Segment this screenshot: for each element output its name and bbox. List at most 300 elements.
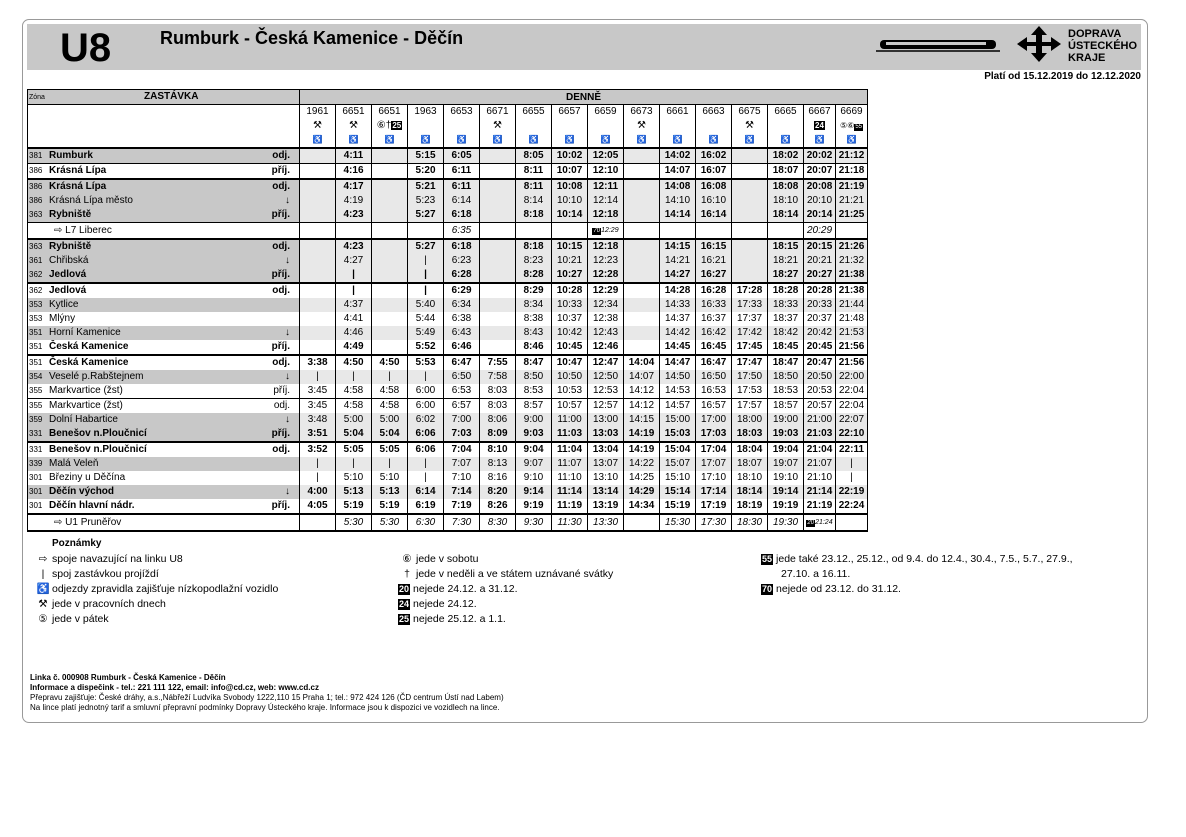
time-cell <box>480 164 516 180</box>
time-cell: 17:19 <box>696 499 732 514</box>
time-cell: | <box>408 254 444 268</box>
time-cell <box>372 312 408 326</box>
time-cell: 18:14 <box>732 485 768 499</box>
note-text: nejede 24.12. a 31.12. <box>413 583 518 595</box>
time-cell: | <box>300 370 336 384</box>
time-cell: 14:04 <box>624 355 660 370</box>
time-cell: 4:50 <box>372 355 408 370</box>
time-cell: 17:53 <box>732 384 768 399</box>
time-cell <box>480 268 516 283</box>
note-item <box>398 552 478 566</box>
train-symbol <box>732 119 768 133</box>
time-cell <box>300 283 336 298</box>
time-cell: 16:45 <box>696 340 732 355</box>
zone-label: Zóna <box>29 94 45 101</box>
train-number: 6663 <box>696 105 732 120</box>
time-cell: 12:28 <box>588 268 624 283</box>
time-cell: 5:23 <box>408 194 444 208</box>
wheelchair-icon: ♿ <box>336 133 372 148</box>
time-cell <box>300 326 336 340</box>
time-cell <box>372 340 408 355</box>
time-cell <box>480 298 516 312</box>
time-cell <box>480 194 516 208</box>
table-row <box>28 471 868 485</box>
time-cell: 15:07 <box>660 457 696 471</box>
time-cell <box>624 223 660 240</box>
time-cell <box>480 283 516 298</box>
time-cell: 11:10 <box>552 471 588 485</box>
time-cell: 7:14 <box>444 485 480 499</box>
note-symbol-icon: | <box>41 568 45 580</box>
table-row <box>28 442 868 457</box>
time-cell: 14:12 <box>624 399 660 414</box>
workday-icon: ⚒ <box>349 120 358 131</box>
time-cell: 7:30 <box>444 514 480 531</box>
wheelchair-icon: ♿ <box>624 133 660 148</box>
train-number: 6661 <box>660 105 696 120</box>
time-cell: 20:08 <box>804 179 836 194</box>
time-cell: 19:14 <box>768 485 804 499</box>
time-cell <box>300 312 336 326</box>
time-cell: 11:00 <box>552 413 588 427</box>
note-badge: 55 <box>762 554 773 564</box>
time-cell <box>300 298 336 312</box>
stop-cell <box>28 268 300 283</box>
note-item <box>398 582 518 596</box>
stop-cell <box>28 370 300 384</box>
time-cell: 12:18 <box>588 239 624 254</box>
time-cell: 8:10 <box>480 442 516 457</box>
stop-name: Krásná Lípa <box>49 181 107 192</box>
wheelchair-icon: ♿ <box>408 133 444 148</box>
note-item <box>34 567 159 581</box>
time-cell: 15:03 <box>660 427 696 442</box>
time-cell: 6:00 <box>408 399 444 414</box>
train-symbol <box>836 119 868 133</box>
table-row <box>28 340 868 355</box>
time-cell: 10:53 <box>552 384 588 399</box>
time-cell: 10:14 <box>552 208 588 223</box>
day-symbol: ⑤⑥ <box>839 121 855 130</box>
note-badge: 25 <box>392 121 402 130</box>
time-cell: 20:07 <box>804 164 836 180</box>
time-cell: 12:34 <box>588 298 624 312</box>
time-cell <box>300 194 336 208</box>
time-cell: 10:21 <box>552 254 588 268</box>
time-cell: 16:15 <box>696 239 732 254</box>
time-cell: 11:04 <box>552 442 588 457</box>
stop-name: Jedlová <box>49 269 87 280</box>
time-cell: 17:45 <box>732 340 768 355</box>
train-number: 6657 <box>552 105 588 120</box>
table-row <box>28 223 868 240</box>
time-cell: 16:33 <box>696 298 732 312</box>
time-cell: 20:28 <box>804 283 836 298</box>
time-cell: 7:19 <box>444 499 480 514</box>
time-cell: 20:27 <box>804 268 836 283</box>
time-cell: 4:00 <box>300 485 336 499</box>
time-cell: 5:04 <box>336 427 372 442</box>
time-cell <box>300 164 336 180</box>
time-cell: 6:35 <box>444 223 480 240</box>
train-symbol <box>300 119 336 133</box>
blank-cell <box>28 105 300 149</box>
workday-icon: ⚒ <box>493 120 502 131</box>
time-cell: 3:48 <box>300 413 336 427</box>
arrival-departure: odj. <box>272 241 290 252</box>
stop-cell <box>28 384 300 399</box>
logo-line3: KRAJE <box>1068 52 1106 64</box>
time-cell <box>552 223 588 240</box>
zone-number: 361 <box>29 256 43 265</box>
table-row <box>28 148 868 164</box>
train-symbol <box>804 119 836 133</box>
note-text: nejede 25.12. a 1.1. <box>413 613 506 625</box>
time-cell: 9:00 <box>516 413 552 427</box>
time-cell: 21:38 <box>836 268 868 283</box>
stop-name: ⇨ L7 Liberec <box>54 224 112 236</box>
stop-cell <box>28 514 300 531</box>
time-cell: 10:27 <box>552 268 588 283</box>
time-cell: 18:30 <box>732 514 768 531</box>
time-cell <box>480 326 516 340</box>
time-cell: 14:08 <box>660 179 696 194</box>
stop-cell <box>28 208 300 223</box>
time-cell: 15:19 <box>660 499 696 514</box>
time-cell: 15:14 <box>660 485 696 499</box>
time-cell: 21:12 <box>836 148 868 164</box>
arrival-departure: příj. <box>271 341 290 352</box>
stop-name: Chřibská <box>49 255 89 266</box>
note-symbol-icon: ⑤ <box>38 613 48 625</box>
time-cell <box>804 514 836 531</box>
time-cell: 6:47 <box>444 355 480 370</box>
time-cell: 16:14 <box>696 208 732 223</box>
time-cell: 20:21 <box>804 254 836 268</box>
note-symbol-icon: ♿ <box>36 583 50 595</box>
train-number: 6675 <box>732 105 768 120</box>
time-cell: 5:10 <box>336 471 372 485</box>
train-number: 6651 <box>372 105 408 120</box>
time-cell: | <box>836 471 868 485</box>
stop-name: ⇨ U1 Pruněřov <box>54 516 122 528</box>
time-cell: 21:48 <box>836 312 868 326</box>
time-cell: 4:23 <box>336 208 372 223</box>
stop-name: Mlýny <box>49 313 76 324</box>
time-cell <box>480 312 516 326</box>
time-cell <box>624 194 660 208</box>
time-cell: 17:42 <box>732 326 768 340</box>
time-cell: 19:07 <box>768 457 804 471</box>
time-cell <box>300 514 336 531</box>
time-cell: 22:19 <box>836 485 868 499</box>
table-row <box>28 355 868 370</box>
time-cell: 22:04 <box>836 384 868 399</box>
arrival-departure: příj. <box>271 500 290 511</box>
stop-name: Krásná Lípa <box>49 165 107 176</box>
time-cell: 14:34 <box>624 499 660 514</box>
time-cell: 3:52 <box>300 442 336 457</box>
time-cell: 20:53 <box>804 384 836 399</box>
time-cell <box>836 514 868 531</box>
time-cell: 12:50 <box>588 370 624 384</box>
note-item <box>398 597 477 611</box>
notes-title: Poznámky <box>52 538 102 549</box>
time-cell: 6:06 <box>408 427 444 442</box>
stop-cell <box>28 399 300 414</box>
note-text: jede v sobotu <box>416 553 479 565</box>
arrival-departure: příj. <box>271 269 290 280</box>
time-cell: 17:03 <box>696 427 732 442</box>
time-cell: 4:19 <box>336 194 372 208</box>
stop-name: Benešov n.Ploučnicí <box>49 428 147 439</box>
zone-number: 359 <box>29 415 43 424</box>
time-cell: 22:11 <box>836 442 868 457</box>
arrival-departure: příj. <box>273 385 290 396</box>
time-cell: 14:15 <box>660 239 696 254</box>
time-cell: 19:03 <box>768 427 804 442</box>
time-cell: 17:28 <box>732 283 768 298</box>
time-cell: | <box>408 370 444 384</box>
time-cell: 8:13 <box>480 457 516 471</box>
time-cell: 20:02 <box>804 148 836 164</box>
stop-name: Malá Veleň <box>49 458 99 469</box>
time-cell: | <box>300 471 336 485</box>
table-row <box>28 179 868 194</box>
time-cell: 16:37 <box>696 312 732 326</box>
time-cell: 8:11 <box>516 179 552 194</box>
wheelchair-icon: ♿ <box>552 133 588 148</box>
time-cell: 14:07 <box>624 370 660 384</box>
time-cell: 14:53 <box>660 384 696 399</box>
wheelchair-icon: ♿ <box>516 133 552 148</box>
time-cell: 6:02 <box>408 413 444 427</box>
time-cell: 12:23 <box>588 254 624 268</box>
time-cell: 10:15 <box>552 239 588 254</box>
stop-cell <box>28 427 300 442</box>
time-cell: 21:32 <box>836 254 868 268</box>
time-cell: 22:00 <box>836 370 868 384</box>
time-cell: 18:27 <box>768 268 804 283</box>
time-cell <box>732 239 768 254</box>
table-row <box>28 326 868 340</box>
table-row <box>28 413 868 427</box>
time-cell <box>768 223 804 240</box>
time-cell: 5:27 <box>408 208 444 223</box>
time-cell: 4:05 <box>300 499 336 514</box>
time-cell: 5:13 <box>372 485 408 499</box>
time-cell: 14:33 <box>660 298 696 312</box>
time-cell: 5:00 <box>372 413 408 427</box>
time-cell: 4:58 <box>336 399 372 414</box>
stop-name: Markvartice (žst) <box>49 385 123 396</box>
stop-name: Kytlice <box>49 299 79 310</box>
time-cell: 6:18 <box>444 239 480 254</box>
time-cell <box>624 326 660 340</box>
time-cell <box>372 148 408 164</box>
arrival-departure: odj. <box>272 285 290 296</box>
time-cell: 4:50 <box>336 355 372 370</box>
time-cell: 4:58 <box>372 399 408 414</box>
time-cell: 9:19 <box>516 499 552 514</box>
train-symbol <box>588 119 624 133</box>
train-symbol <box>660 119 696 133</box>
stop-cell <box>28 355 300 370</box>
time-cell: 18:21 <box>768 254 804 268</box>
train-number: 6651 <box>336 105 372 120</box>
time-cell: | <box>372 457 408 471</box>
note-text: jede v pracovních dnech <box>52 598 166 610</box>
stop-cell <box>28 471 300 485</box>
stop-cell <box>28 326 300 340</box>
note-text: jede také 23.12., 25.12., od 9.4. do 12.4., 30.4., 7.5., 5.7., 27.9., <box>776 553 1073 565</box>
stop-cell <box>28 312 300 326</box>
time-cell: 16:02 <box>696 148 732 164</box>
zone-number: 351 <box>29 328 43 337</box>
down-arrow-icon: ↓ <box>285 486 290 497</box>
time-cell: 14:50 <box>660 370 696 384</box>
time-cell: 10:37 <box>552 312 588 326</box>
train-symbol <box>336 119 372 133</box>
time-cell <box>732 254 768 268</box>
note-text: odjezdy zpravidla zajišťuje nízkopodlažní vozidlo <box>52 583 279 595</box>
down-arrow-icon: ↓ <box>285 255 290 266</box>
time-cell <box>624 312 660 326</box>
time-cell: 7:55 <box>480 355 516 370</box>
stop-name: Rumburk <box>49 150 93 161</box>
stop-name: Veselé p.Rabštejnem <box>49 371 144 382</box>
time-cell: 19:00 <box>768 413 804 427</box>
stop-cell <box>28 239 300 254</box>
footer-line1: Linka č. 000908 Rumburk - Česká Kamenice - Děčín <box>30 673 226 682</box>
dopravni-logo-icon <box>1016 25 1062 63</box>
zone-number: 362 <box>29 286 43 295</box>
time-cell: 20:14 <box>804 208 836 223</box>
time-cell: 6:43 <box>444 326 480 340</box>
time-cell: 9:03 <box>516 427 552 442</box>
arrival-departure: odj. <box>272 444 290 455</box>
time-cell: 10:02 <box>552 148 588 164</box>
table-row <box>28 312 868 326</box>
time-cell: 6:46 <box>444 340 480 355</box>
train-symbol <box>408 119 444 133</box>
time-cell: 18:45 <box>768 340 804 355</box>
zone-number: 354 <box>29 372 43 381</box>
time-cell: 7:03 <box>444 427 480 442</box>
time-cell: 14:07 <box>660 164 696 180</box>
down-arrow-icon: ↓ <box>285 414 290 425</box>
time-cell: 21:07 <box>804 457 836 471</box>
note-badge: 25 <box>399 614 410 624</box>
time-cell: 15:10 <box>660 471 696 485</box>
time-cell: 17:50 <box>732 370 768 384</box>
time-cell: 19:04 <box>768 442 804 457</box>
stop-cell <box>28 164 300 180</box>
footer-line3: Přepravu zajišťuje: České dráhy, a.s.,Nábřeží Ludvíka Svobody 1222,110 15 Praha 1; tel.: 972 424 126 (ČD centrum Ústí nad Labem) <box>30 693 504 702</box>
time-cell: 14:14 <box>660 208 696 223</box>
time-cell: 13:14 <box>588 485 624 499</box>
train-symbol <box>480 119 516 133</box>
time-cell: 8:26 <box>480 499 516 514</box>
time-cell: 8:18 <box>516 208 552 223</box>
time-cell: 18:42 <box>768 326 804 340</box>
time-cell: 17:57 <box>732 399 768 414</box>
time-cell: 18:03 <box>732 427 768 442</box>
time-cell <box>480 208 516 223</box>
time-cell <box>624 514 660 531</box>
wheelchair-icon: ♿ <box>444 133 480 148</box>
time-cell: 20:57 <box>804 399 836 414</box>
time-cell: 13:10 <box>588 471 624 485</box>
time-cell: 8:06 <box>480 413 516 427</box>
time-cell <box>624 164 660 180</box>
time-cell: 20:37 <box>804 312 836 326</box>
time-cell: 6:34 <box>444 298 480 312</box>
time-cell: 14:21 <box>660 254 696 268</box>
train-symbol <box>696 119 732 133</box>
train-number: 6671 <box>480 105 516 120</box>
time-cell <box>732 194 768 208</box>
note-continuation: 27.10. a 16.11. <box>781 568 851 580</box>
stop-name: Česká Kamenice <box>49 341 129 352</box>
time-cell: 9:04 <box>516 442 552 457</box>
header-row <box>28 90 868 105</box>
table-row <box>28 427 868 442</box>
note-text: jede v neděli a ve státem uznávané svátky <box>416 568 614 580</box>
time-cell <box>732 208 768 223</box>
stop-cell <box>28 442 300 457</box>
time-cell <box>300 254 336 268</box>
stop-cell <box>28 499 300 514</box>
time-cell <box>300 223 336 240</box>
zone-number: 351 <box>29 342 43 351</box>
arrival-departure: příj. <box>271 428 290 439</box>
stop-label: ZASTÁVKA <box>144 91 199 102</box>
time-cell: 18:37 <box>768 312 804 326</box>
time-cell: 6:57 <box>444 399 480 414</box>
time-cell: 17:00 <box>696 413 732 427</box>
time-cell: 20:29 <box>804 223 836 240</box>
time-cell: 22:04 <box>836 399 868 414</box>
time-cell: 8:20 <box>480 485 516 499</box>
note-badge: 70 <box>762 584 773 594</box>
time-cell: 21:26 <box>836 239 868 254</box>
time-cell: 14:19 <box>624 442 660 457</box>
time-value: 12:29 <box>601 227 619 234</box>
wheelchair-icon: ♿ <box>300 133 336 148</box>
time-cell <box>516 223 552 240</box>
time-cell <box>624 268 660 283</box>
zone-number: 301 <box>29 487 43 496</box>
stop-cell <box>28 148 300 164</box>
stop-name: Rybniště <box>49 241 92 252</box>
time-cell: 14:02 <box>660 148 696 164</box>
time-cell: 10:33 <box>552 298 588 312</box>
stop-cell <box>28 340 300 355</box>
time-cell: 21:18 <box>836 164 868 180</box>
down-arrow-icon: ↓ <box>285 371 290 382</box>
time-cell: 8:29 <box>516 283 552 298</box>
time-cell: 18:15 <box>768 239 804 254</box>
note-item <box>34 582 278 596</box>
time-cell <box>732 164 768 180</box>
time-cell: 15:30 <box>660 514 696 531</box>
time-cell: 5:30 <box>372 514 408 531</box>
time-cell: 17:14 <box>696 485 732 499</box>
stop-cell <box>28 485 300 499</box>
time-cell: 14:15 <box>624 413 660 427</box>
time-cell: 8:16 <box>480 471 516 485</box>
